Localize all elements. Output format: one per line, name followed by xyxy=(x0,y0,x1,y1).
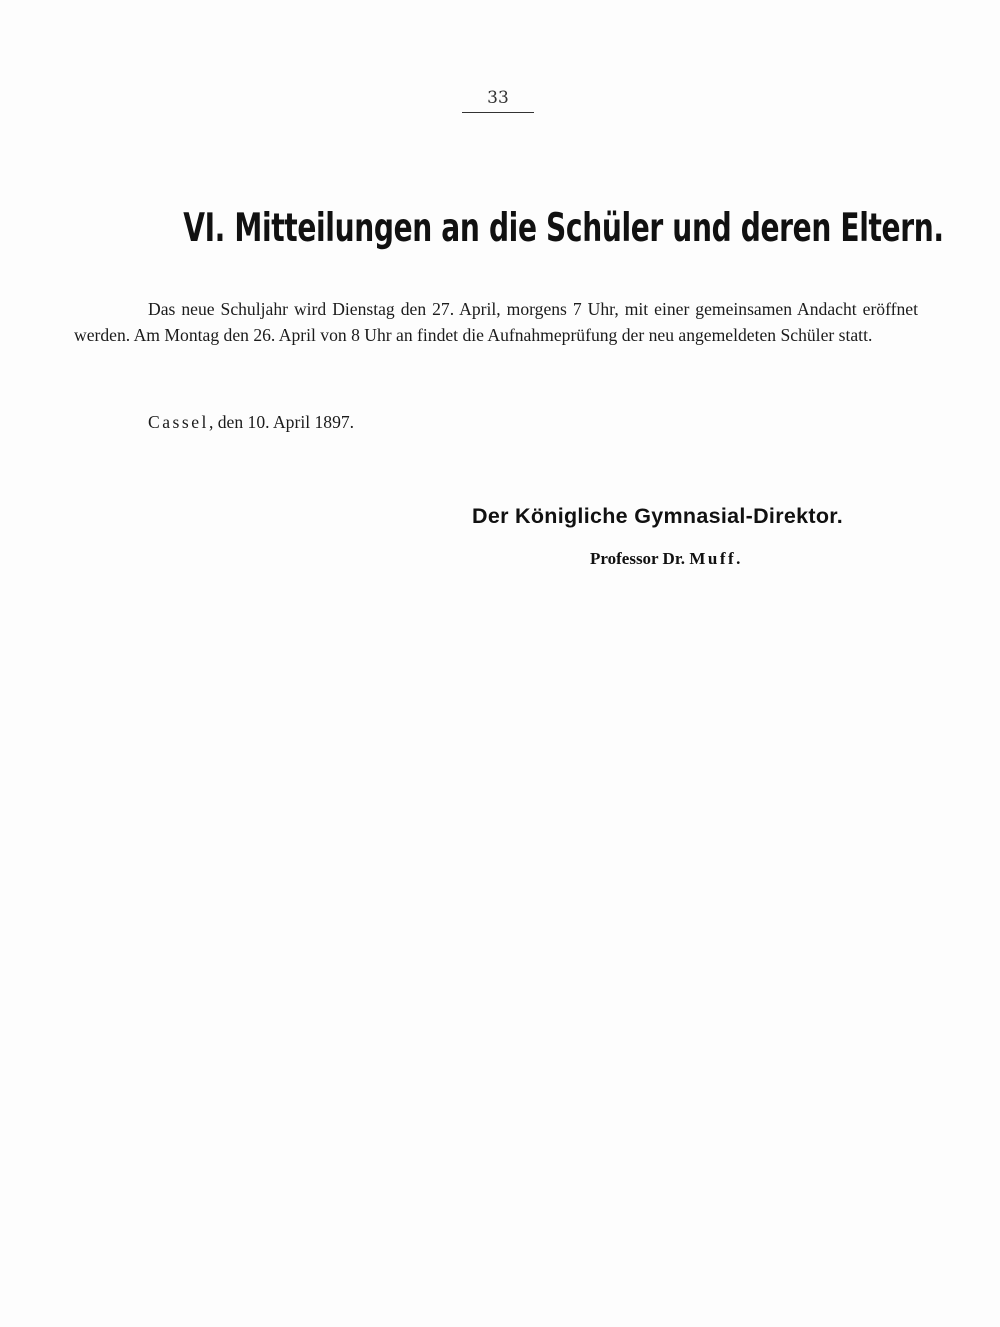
signature-prefix: Professor Dr. xyxy=(590,549,686,568)
section-heading: VI. Mitteilungen an die Schüler und deren Eltern. xyxy=(183,206,944,251)
signature-name xyxy=(590,549,743,569)
dateline-place: Cassel xyxy=(148,412,209,432)
signature-surname: Muff. xyxy=(689,549,743,568)
body-paragraph xyxy=(74,296,918,348)
dateline xyxy=(148,412,354,433)
body-paragraph-text: Das neue Schuljahr wird Dienstag den 27. April, morgens 7 Uhr, mit einer gemeinsamen Andacht eröffnet werden. Am Montag den 26. April von 8 Uhr an findet die Aufnahmeprüfung der neu angemeldeten Schüler statt. xyxy=(74,299,918,345)
signature-title: Der Königliche Gymnasial-Direktor. xyxy=(472,504,844,528)
dateline-date: , den 10. April 1897. xyxy=(208,412,355,432)
page-number: 33 xyxy=(462,88,534,113)
